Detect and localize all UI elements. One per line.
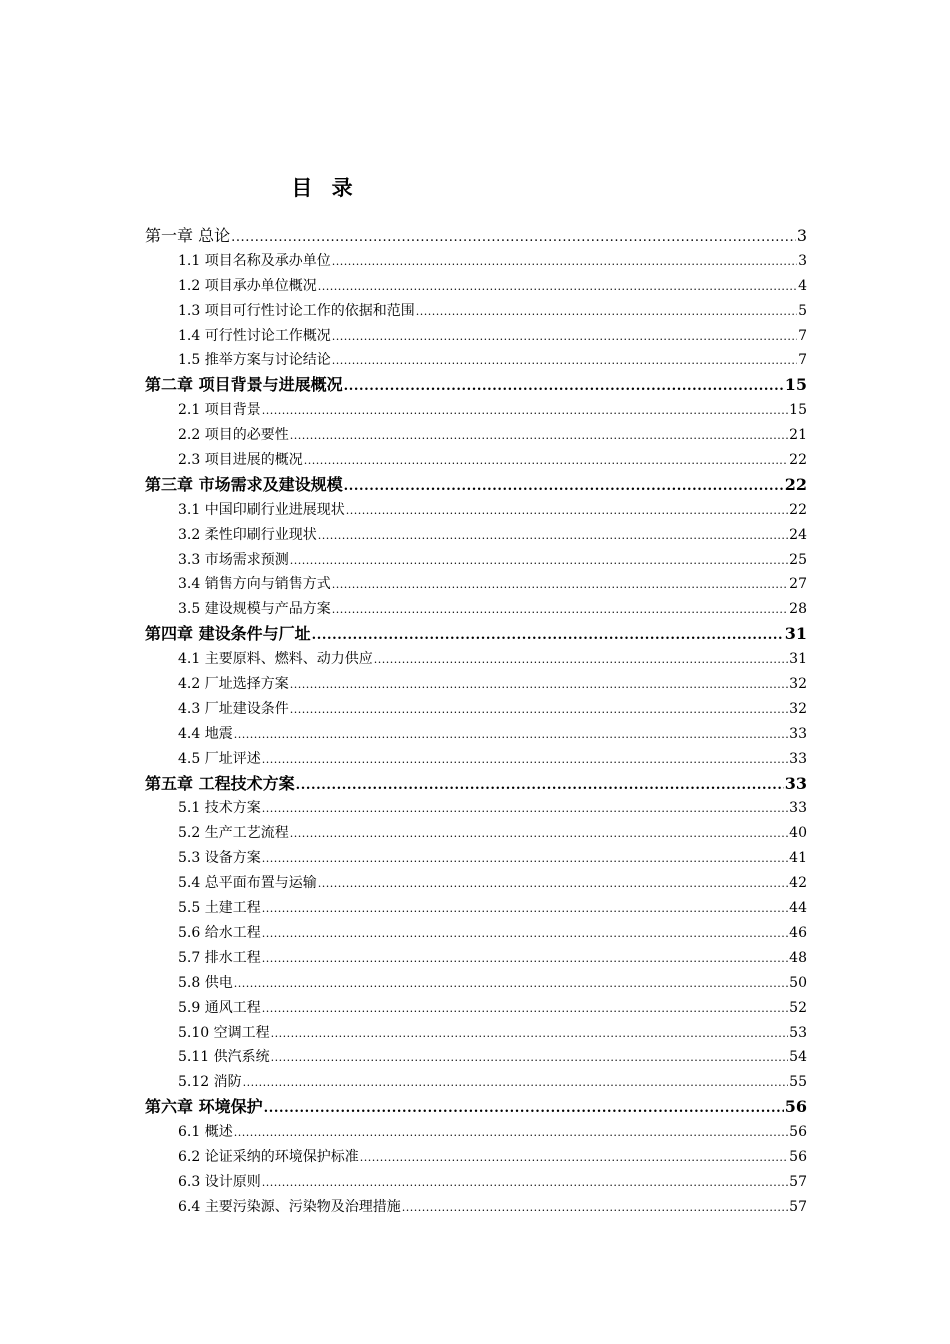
toc-page-number: 32 [789, 676, 807, 693]
toc-entry-label: 5.9 通风工程 [178, 999, 261, 1016]
toc-page-number: 22 [789, 501, 807, 518]
toc-section-entry[interactable] [145, 572, 807, 597]
dot-leader [416, 300, 797, 324]
toc-entry-label: 5.10 空调工程 [178, 1024, 270, 1041]
toc-page-number: 56 [789, 1124, 807, 1141]
dot-leader [262, 847, 788, 871]
toc-entry-label: 6.1 概述 [178, 1124, 233, 1141]
toc-page-number: 52 [789, 999, 807, 1016]
dot-leader [304, 449, 788, 473]
toc-section-entry[interactable] [145, 274, 807, 299]
toc-entry-label: 第五章 工程技术方案 [145, 773, 295, 793]
dot-leader [318, 524, 788, 548]
dot-leader [290, 698, 788, 722]
dot-leader [318, 275, 797, 299]
toc-page-number: 56 [784, 1097, 807, 1117]
dot-leader [318, 872, 788, 896]
toc-page-number: 21 [789, 427, 807, 444]
toc-page-number: 28 [789, 601, 807, 618]
dot-leader [262, 997, 788, 1021]
toc-section-entry[interactable] [145, 647, 807, 672]
toc-entry-label: 5.7 排水工程 [178, 949, 261, 966]
toc-section-entry[interactable] [145, 896, 807, 921]
toc-section-entry[interactable] [145, 423, 807, 448]
toc-entry-label: 4.3 厂址建设条件 [178, 700, 289, 717]
toc-section-entry[interactable] [145, 821, 807, 846]
toc-chapter-entry[interactable] [145, 373, 807, 398]
toc-section-entry[interactable] [145, 1195, 807, 1220]
toc-section-entry[interactable] [145, 747, 807, 772]
dot-leader [332, 573, 788, 597]
toc-section-entry[interactable] [145, 921, 807, 946]
dot-leader [402, 1196, 788, 1220]
toc-title: 目 录 [291, 176, 359, 200]
toc-page-number: 22 [784, 474, 807, 494]
dot-leader [262, 922, 788, 946]
toc-page-number: 31 [789, 651, 807, 668]
dot-leader [360, 1146, 788, 1170]
dot-leader [332, 349, 797, 373]
toc-section-entry[interactable] [145, 498, 807, 523]
toc-page-number: 41 [789, 850, 807, 867]
dot-leader [262, 1171, 788, 1195]
toc-page-number: 42 [789, 875, 807, 892]
toc-page-number: 22 [789, 452, 807, 469]
toc-page-number: 33 [784, 773, 807, 793]
toc-entry-label: 3.2 柔性印刷行业现状 [178, 526, 317, 543]
dot-leader [271, 1022, 789, 1046]
toc-page-number: 56 [789, 1148, 807, 1165]
toc-entry-label: 5.6 给水工程 [178, 924, 261, 941]
toc-page-number: 44 [789, 900, 807, 917]
dot-leader [271, 1046, 789, 1070]
toc-entry-label: 1.5 推举方案与讨论结论 [178, 352, 331, 369]
table-of-contents [145, 224, 807, 1220]
toc-section-entry[interactable] [145, 1120, 807, 1145]
toc-section-entry[interactable] [145, 1070, 807, 1095]
toc-section-entry[interactable] [145, 1145, 807, 1170]
dot-leader [346, 499, 788, 523]
dot-leader [290, 822, 788, 846]
toc-chapter-entry[interactable] [145, 622, 807, 647]
toc-section-entry[interactable] [145, 324, 807, 349]
toc-entry-label: 第三章 市场需求及建设规模 [145, 474, 343, 494]
toc-page-number: 48 [789, 949, 807, 966]
dot-leader [234, 1121, 788, 1145]
toc-section-entry[interactable] [145, 299, 807, 324]
toc-page-number: 33 [789, 725, 807, 742]
dot-leader [344, 475, 784, 498]
toc-page-number: 40 [789, 825, 807, 842]
toc-page-number: 3 [796, 226, 807, 245]
dot-leader [231, 226, 796, 249]
toc-page-number: 3 [798, 252, 807, 269]
toc-page-number: 46 [789, 924, 807, 941]
toc-page-number: 7 [798, 352, 807, 369]
toc-section-entry[interactable] [145, 722, 807, 747]
toc-entry-label: 4.2 厂址选择方案 [178, 676, 289, 693]
toc-entry-label: 5.3 设备方案 [178, 850, 261, 867]
dot-leader [312, 624, 784, 647]
toc-section-entry[interactable] [145, 249, 807, 274]
toc-entry-label: 3.1 中国印刷行业进展现状 [178, 501, 345, 518]
toc-page-number: 57 [789, 1198, 807, 1215]
toc-page-number: 33 [789, 800, 807, 817]
toc-entry-label: 第六章 环境保护 [145, 1097, 263, 1117]
toc-entry-label: 4.5 厂址评述 [178, 750, 261, 767]
toc-entry-label: 第四章 建设条件与厂址 [145, 624, 311, 644]
toc-section-entry[interactable] [145, 846, 807, 871]
toc-section-entry[interactable] [145, 1170, 807, 1195]
toc-section-entry[interactable] [145, 697, 807, 722]
dot-leader [296, 774, 784, 797]
toc-page-number: 27 [789, 576, 807, 593]
toc-page-number: 33 [789, 750, 807, 767]
toc-entry-label: 1.2 项目承办单位概况 [178, 277, 317, 294]
dot-leader [234, 972, 788, 996]
toc-chapter-entry[interactable] [145, 1095, 807, 1120]
dot-leader [290, 424, 788, 448]
toc-page-number: 54 [789, 1049, 807, 1066]
toc-entry-label: 2.3 项目进展的概况 [178, 452, 303, 469]
toc-section-entry[interactable] [145, 348, 807, 373]
toc-entry-label: 4.1 主要原料、燃料、动力供应 [178, 651, 373, 668]
toc-chapter-entry[interactable] [145, 473, 807, 498]
toc-page-number: 4 [798, 277, 807, 294]
toc-section-entry[interactable] [145, 523, 807, 548]
toc-section-entry[interactable] [145, 971, 807, 996]
toc-entry-label: 5.12 消防 [178, 1074, 242, 1091]
toc-page-number: 24 [789, 526, 807, 543]
dot-leader [332, 250, 797, 274]
toc-page-number: 7 [798, 327, 807, 344]
dot-leader [262, 797, 788, 821]
toc-section-entry[interactable] [145, 796, 807, 821]
toc-section-entry[interactable] [145, 672, 807, 697]
toc-section-entry[interactable] [145, 946, 807, 971]
toc-entry-label: 3.3 市场需求预测 [178, 551, 289, 568]
toc-page-number: 55 [789, 1074, 807, 1091]
toc-section-entry[interactable] [145, 871, 807, 896]
toc-entry-label: 5.5 土建工程 [178, 900, 261, 917]
dot-leader [262, 947, 788, 971]
toc-entry-label: 1.4 可行性讨论工作概况 [178, 327, 331, 344]
toc-chapter-entry[interactable] [145, 224, 807, 249]
toc-entry-label: 5.8 供电 [178, 974, 233, 991]
toc-page-number: 53 [789, 1024, 807, 1041]
toc-page-number: 32 [789, 700, 807, 717]
toc-section-entry[interactable] [145, 448, 807, 473]
toc-section-entry[interactable] [145, 996, 807, 1021]
toc-section-entry[interactable] [145, 398, 807, 423]
dot-leader [262, 399, 788, 423]
dot-leader [332, 325, 797, 349]
dot-leader [262, 897, 788, 921]
toc-entry-label: 5.2 生产工艺流程 [178, 825, 289, 842]
toc-entry-label: 1.3 项目可行性讨论工作的依据和范围 [178, 302, 415, 319]
toc-entry-label: 5.4 总平面布置与运输 [178, 875, 317, 892]
toc-entry-label: 3.4 销售方向与销售方式 [178, 576, 331, 593]
toc-entry-label: 第二章 项目背景与进展概况 [145, 375, 343, 395]
toc-entry-label: 2.1 项目背景 [178, 402, 261, 419]
toc-entry-label: 6.3 设计原则 [178, 1173, 261, 1190]
toc-entry-label: 第一章 总论 [145, 226, 231, 245]
toc-page-number: 50 [789, 974, 807, 991]
toc-chapter-entry[interactable] [145, 772, 807, 797]
toc-entry-label: 5.1 技术方案 [178, 800, 261, 817]
toc-entry-label: 1.1 项目名称及承办单位 [178, 252, 331, 269]
toc-section-entry[interactable] [145, 1045, 807, 1070]
toc-section-entry[interactable] [145, 597, 807, 622]
toc-entry-label: 6.4 主要污染源、污染物及治理措施 [178, 1198, 401, 1215]
dot-leader [344, 375, 784, 398]
dot-leader [290, 673, 788, 697]
dot-leader [234, 723, 788, 747]
dot-leader [374, 648, 788, 672]
toc-section-entry[interactable] [145, 1021, 807, 1046]
toc-page-number: 25 [789, 551, 807, 568]
toc-entry-label: 2.2 项目的必要性 [178, 427, 289, 444]
toc-page-number: 5 [798, 302, 807, 319]
toc-entry-label: 6.2 论证采纳的环境保护标准 [178, 1148, 359, 1165]
dot-leader [264, 1097, 784, 1120]
toc-page-number: 15 [789, 402, 807, 419]
dot-leader [262, 748, 788, 772]
toc-entry-label: 4.4 地震 [178, 725, 233, 742]
toc-entry-label: 5.11 供汽系统 [178, 1049, 270, 1066]
dot-leader [332, 598, 788, 622]
toc-page-number: 57 [789, 1173, 807, 1190]
toc-page-number: 31 [784, 624, 807, 644]
toc-section-entry[interactable] [145, 548, 807, 573]
toc-page-number: 15 [784, 375, 807, 395]
toc-entry-label: 3.5 建设规模与产品方案 [178, 601, 331, 618]
dot-leader [243, 1071, 789, 1095]
dot-leader [290, 549, 788, 573]
